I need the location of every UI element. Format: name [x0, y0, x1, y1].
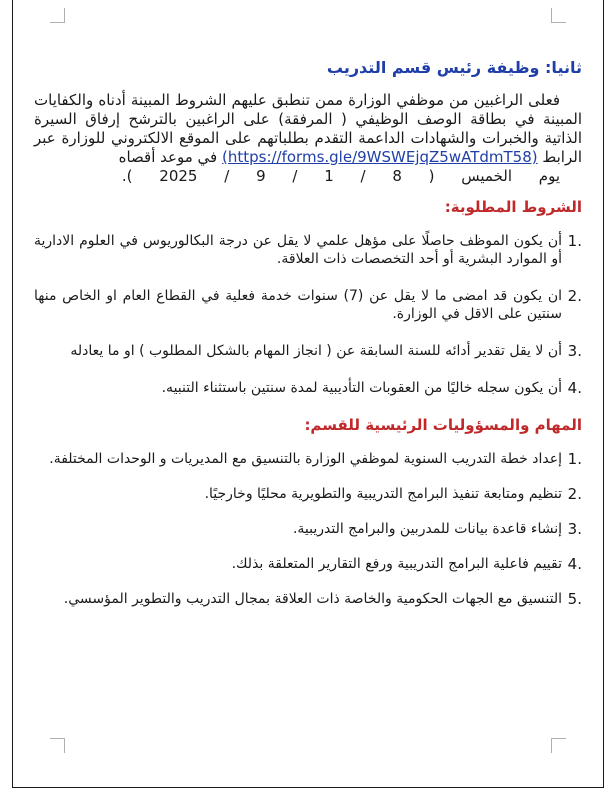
crop-mark-bottom-left [50, 738, 65, 753]
duties-list [34, 450, 582, 608]
requirement-item: .3 أن لا يقل تقدير أدائه للسنة السابقة عن ( انجاز المهام بالشكل المطلوب ) او ما يعادله [70, 342, 582, 360]
duties-heading: المهام والمسؤوليات الرئيسية للقسم: [304, 416, 582, 434]
requirement-item: .2 ان يكون قد امضى ما لا يقل عن (7) سنوات خدمة فعلية في القطاع العام او الخاص منها سنتين على الاقل في الوزارة. [34, 287, 582, 322]
duty-item: .2 تنظيم ومتابعة تنفيذ البرامج التدريبية والتطويرية محليًا وخارجيًا. [204, 485, 582, 503]
requirement-item: .1 أن يكون الموظف حاصلًا على مؤهل علمي لا يقل عن درجة البكالوريوس في العلوم الادارية أو الموارد البشرية أو أحد التخصصات ذات العلاقة. [34, 232, 582, 267]
requirement-item: .4 أن يكون سجله خاليًا من العقوبات التأديبية لمدة سنتين باستثناء التنبيه. [161, 379, 582, 397]
duty-item: .5 التنسيق مع الجهات الحكومية والخاصة ذات العلاقة بمجال التدريب والتطوير المؤسسي. [63, 590, 582, 608]
duty-item: .3 إنشاء قاعدة بيانات للمدربين والبرامج التدريبية. [292, 520, 582, 538]
crop-mark-top-left [50, 8, 65, 23]
deadline-date: يوم الخميس ( 8 / 1 / 9 / 2025 ). [121, 167, 560, 185]
crop-mark-top-right [551, 8, 566, 23]
intro-text: فعلى الراغبين من موظفي الوزارة ممن تنطبق عليهم الشروط المبينة أدناه والكفايات المبينة في بطاقة الوصف الوظيفي ( المرفقة) على الراغبين بالترشح إرفاق السيرة الذاتية والخبرات والشهادات الداعمة التقدم بطلباتهم على الموقع الالكتروني للوزارة عبر الرابط [34, 91, 582, 166]
job-title: ثانيا: وظيفة رئيس قسم التدريب [326, 58, 582, 77]
intro-paragraph [34, 91, 582, 186]
application-form-link[interactable]: (https://forms.gle/9WSWEjqZ5wATdmT58) [221, 148, 538, 166]
requirements-list [34, 232, 582, 397]
duty-item: .1 إعداد خطة التدريب السنوية لموظفي الوزارة بالتنسيق مع المديريات و الوحدات المختلفة. [49, 450, 582, 468]
crop-mark-bottom-right [551, 738, 566, 753]
duty-item: .4 تقييم فاعلية البرامج التدريبية ورفع التقارير المتعلقة بذلك. [231, 555, 582, 573]
document-body [34, 58, 582, 625]
intro-deadline-label: في موعد أقصاه [118, 148, 218, 166]
requirements-heading: الشروط المطلوبة: [444, 198, 582, 216]
